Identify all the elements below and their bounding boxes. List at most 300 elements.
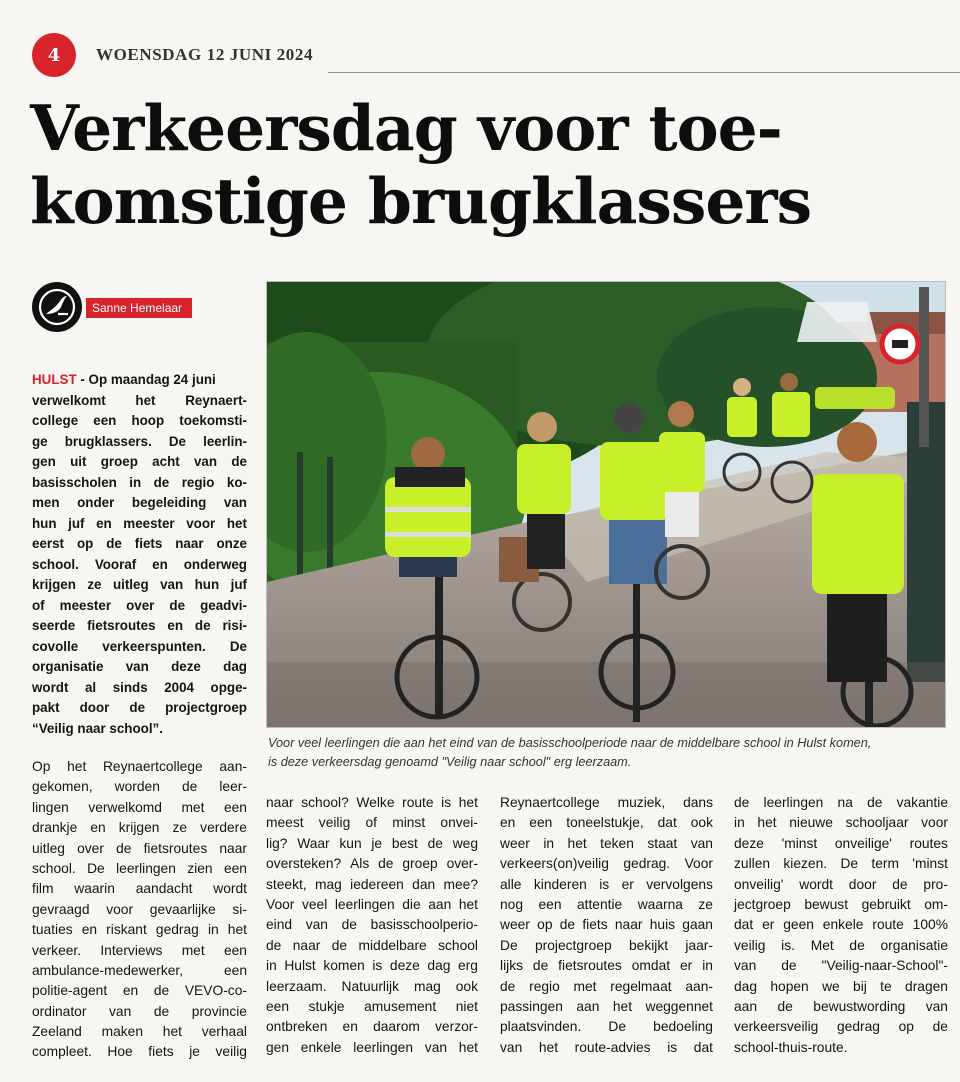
word: meester (123, 515, 175, 531)
word: amusement (364, 998, 437, 1014)
word: met (573, 978, 597, 994)
word: de (129, 700, 146, 715)
word: de (892, 876, 908, 892)
word: leerlingen (353, 1039, 414, 1055)
word: je (189, 1044, 200, 1060)
text-line (734, 997, 948, 1017)
word: de (427, 835, 443, 851)
word: nieuwe (789, 815, 833, 831)
word: we (822, 978, 840, 994)
word: ge (32, 433, 48, 449)
word: middelbare (358, 937, 427, 953)
word: gevaarlijke (149, 901, 216, 917)
word: de (231, 454, 247, 469)
text-line (32, 941, 247, 961)
word: de (341, 917, 357, 933)
word: veilig (734, 937, 766, 953)
text-line (266, 854, 478, 874)
text-line (32, 575, 247, 596)
word: onvei- (440, 815, 478, 831)
text-line: school-thuis-route. (734, 1039, 848, 1055)
article-intro (32, 370, 247, 739)
word: vakantie (896, 795, 948, 810)
word: route (872, 917, 904, 933)
word: er (621, 876, 634, 892)
text-line (266, 895, 478, 915)
word: hopen (770, 978, 809, 994)
text-line (734, 813, 948, 833)
word: Waar (297, 835, 330, 851)
word: voor (106, 901, 134, 917)
dateline-place: HULST (32, 372, 77, 387)
article-headline (30, 92, 930, 238)
word: fiets (148, 1044, 174, 1060)
word: gedrag. (623, 856, 671, 872)
word: De (608, 1019, 627, 1035)
word: die (402, 896, 421, 912)
word: eind (266, 917, 293, 933)
word: ordinator (32, 1003, 87, 1019)
word: omdat (631, 958, 671, 974)
word: leerzaam. (266, 978, 327, 994)
word: van (500, 1039, 523, 1055)
word: ook (690, 815, 713, 831)
word: stukje (308, 998, 345, 1014)
word: en (122, 983, 139, 999)
word: term (871, 856, 900, 872)
word: minst (392, 815, 426, 831)
word: gen (32, 454, 56, 469)
word: het (227, 922, 247, 938)
word: hoop (131, 413, 165, 428)
headline-line-2: komstige brugklassers (30, 164, 812, 238)
text-line (32, 798, 247, 818)
word: in (129, 474, 142, 490)
intro-first-line (32, 370, 247, 391)
word: en (167, 618, 184, 633)
word: van (109, 1003, 132, 1019)
word: en (342, 1019, 358, 1035)
text-line (32, 818, 247, 838)
word: toneelstukje, (566, 815, 644, 831)
word: het (612, 998, 633, 1014)
word: om- (924, 896, 948, 912)
text-line (734, 936, 948, 956)
word: is (599, 876, 610, 892)
word: naar (175, 536, 204, 551)
word: een (223, 860, 247, 876)
word: risi- (222, 618, 247, 633)
text-line (32, 534, 247, 555)
word: dat (734, 917, 754, 933)
word: ambulance-medewerker, (32, 962, 184, 978)
text-line (32, 596, 247, 617)
word: gevraagd (32, 901, 90, 917)
word: leerlingen (334, 896, 395, 912)
word: riskant (106, 922, 147, 938)
word: school. (32, 556, 79, 572)
word: bedoeling (653, 1019, 713, 1035)
word: pro- (923, 876, 948, 892)
text-line (500, 813, 713, 833)
word: is (667, 1039, 678, 1055)
word: film (32, 881, 54, 897)
word: de (849, 937, 865, 953)
word: worden (114, 779, 160, 795)
word: Voor (266, 896, 295, 912)
text-line (32, 391, 247, 412)
word: men (32, 495, 60, 510)
word: enkele (822, 917, 864, 933)
word: zullen (734, 856, 771, 872)
text-line (500, 997, 713, 1017)
word: basisscholen (32, 474, 117, 490)
word: in (702, 958, 713, 974)
word: het (757, 815, 777, 831)
text-line (32, 839, 247, 859)
word: onveilige' (834, 835, 892, 851)
word: bewust (804, 896, 849, 912)
word: is (372, 958, 383, 974)
word: plaatsvinden. (500, 1019, 582, 1035)
word: passingen (500, 998, 563, 1014)
word: waarna (637, 896, 683, 912)
word: geen (783, 917, 814, 933)
word: naar (614, 917, 643, 933)
word: leerlingen (763, 795, 824, 810)
word: best (391, 835, 418, 851)
author-name: Sanne Hemelaar (86, 298, 192, 318)
text-line (500, 895, 713, 915)
word: van (223, 495, 247, 510)
word: mee? (443, 876, 478, 892)
word: de (378, 856, 394, 872)
word: veilig (215, 1044, 247, 1060)
text-line (32, 452, 247, 473)
word: basisschoolperio- (370, 917, 478, 933)
word: voor (921, 815, 948, 831)
text-line (500, 854, 713, 874)
word: weer (500, 917, 530, 933)
text-line (266, 1038, 478, 1058)
word: verkeersveilig (734, 1019, 819, 1035)
text-line (500, 956, 713, 976)
text-line (32, 1022, 247, 1042)
article-photo (266, 281, 946, 728)
word: De (840, 856, 859, 872)
word: drankje (32, 820, 78, 836)
text-line (500, 793, 713, 813)
word: in (734, 815, 745, 831)
word: naar (219, 840, 247, 856)
word: brugklassers. (64, 433, 152, 449)
text-line (32, 657, 247, 678)
text-line (734, 915, 948, 935)
word: op (898, 1019, 914, 1035)
word: over (126, 597, 155, 613)
text-line (266, 875, 478, 895)
word: regelmaat (610, 978, 672, 994)
text-line (32, 879, 247, 899)
word: Voor (684, 856, 713, 872)
word: Hoe (107, 1044, 133, 1060)
word: Interviews (100, 942, 163, 958)
word: dragen (905, 978, 948, 994)
article-column-2 (266, 793, 478, 1058)
word: aan- (219, 759, 247, 774)
text-line (266, 1017, 478, 1037)
word: si- (232, 901, 247, 917)
text-line (500, 1017, 713, 1037)
word: Als (350, 856, 370, 872)
word: de (932, 1019, 948, 1035)
word: is. (781, 937, 795, 953)
word: aan (576, 998, 600, 1014)
word: verwelkomd (88, 799, 162, 815)
article-column-4 (734, 793, 948, 1058)
word: komen (323, 958, 365, 974)
word: van (160, 577, 184, 592)
word: nog (500, 896, 524, 912)
word: of (365, 815, 377, 831)
word: een (223, 962, 247, 978)
word: oversteken? (266, 856, 342, 872)
caption-line: is deze verkeersdag genoamd "Veilig naar school" erg leerzaam. (268, 755, 632, 769)
word: projectgroep (534, 937, 612, 953)
word: van (193, 454, 218, 469)
text-line (32, 961, 247, 981)
word: waarin (74, 881, 115, 897)
caption-line: Voor veel leerlingen die aan het eind van de basisschoolperiode naar de middelbare school in Hulst komen, (268, 736, 872, 750)
text-line (266, 997, 478, 1017)
issue-date: WOENSDAG 12 JUNI 2024 (96, 45, 314, 64)
word: weer (500, 835, 530, 851)
word: regio (181, 474, 215, 490)
word: aan- (685, 978, 713, 994)
word: en (96, 515, 112, 531)
headline-line-1: Verkeersdag voor toe- (30, 91, 782, 165)
word: teken (600, 835, 634, 851)
word: routes (909, 835, 948, 851)
word: het (567, 835, 587, 851)
word: steekt, (266, 876, 307, 892)
text-line (500, 936, 713, 956)
word: de (266, 937, 282, 953)
word: route (402, 795, 434, 810)
word: wordt (32, 679, 69, 695)
word: verwelkomt (32, 392, 106, 408)
word: in (266, 958, 277, 974)
word: bewustwording (813, 998, 906, 1014)
text-line: “Veilig naar school”. (32, 720, 163, 736)
word: en (81, 922, 98, 938)
word: of (32, 597, 45, 613)
word: kiezen. (783, 856, 828, 872)
word: De (229, 638, 247, 654)
word: attentie (576, 896, 623, 912)
word: verkeerspunten. (102, 638, 206, 654)
text-line (32, 555, 247, 576)
text-line (266, 977, 478, 997)
word: Met (810, 937, 834, 953)
word: wordt (799, 876, 833, 892)
word: college (32, 413, 79, 428)
text-line (734, 834, 948, 854)
word: geadvi- (200, 597, 247, 613)
article-column-3 (500, 793, 713, 1058)
text-line (266, 834, 478, 854)
word: mag (413, 978, 441, 994)
word: jectgroep (734, 896, 791, 912)
text-line (266, 813, 478, 833)
text-line (32, 432, 247, 453)
word: schooljaar (845, 815, 909, 831)
word: Natuurlijk (341, 978, 400, 994)
word: er (762, 917, 775, 933)
word: van (424, 1039, 448, 1055)
word: Hulst (284, 958, 316, 974)
word: gedrag (837, 1019, 880, 1035)
word: gen (266, 1039, 290, 1055)
word: juf (230, 577, 247, 592)
word: het (135, 392, 156, 408)
word: en (152, 556, 168, 572)
header-divider (328, 72, 960, 73)
word: een (223, 942, 247, 958)
word: seerde (32, 618, 76, 633)
text-line (32, 473, 247, 494)
word: 2004 (164, 679, 194, 695)
word: leer- (219, 779, 247, 795)
word: krijgen (118, 820, 160, 836)
intro-lead: - Op maandag 24 juni (76, 372, 216, 387)
text-line (32, 514, 247, 535)
word: verkeers(on)veilig (500, 856, 609, 872)
word: "Veilig-naar-School"- (821, 958, 948, 974)
word: ko- (226, 474, 247, 490)
text-line (32, 1002, 247, 1022)
word: iedereen (350, 876, 404, 892)
word: huis (649, 917, 676, 933)
word: projectgroep (165, 700, 247, 715)
word: gedrag (155, 922, 199, 938)
word: van (125, 659, 149, 674)
word: dan (412, 876, 436, 892)
word: kinderen (533, 876, 587, 892)
text-line (734, 956, 948, 976)
word: de (777, 998, 793, 1014)
word: verdere (200, 820, 247, 836)
word: van (925, 998, 948, 1014)
word: weg (452, 835, 478, 851)
word: Reynaertcollege (102, 759, 203, 774)
word: met (181, 799, 205, 815)
word: fietsroutes (87, 618, 156, 633)
text-line (500, 915, 713, 935)
word: organisatie (880, 937, 948, 953)
word: het (226, 515, 247, 531)
word: staat (647, 835, 678, 851)
word: dag (427, 958, 451, 974)
word: de (532, 958, 549, 974)
word: krijgen (32, 577, 76, 592)
word: alle (500, 876, 522, 892)
word: uitleg (32, 840, 65, 856)
text-line (500, 1038, 713, 1058)
word: De (168, 433, 187, 449)
word: De (500, 937, 518, 953)
word: meester (59, 597, 112, 613)
word: veilig (318, 815, 351, 831)
word: een (529, 815, 553, 831)
word: deze (389, 958, 420, 974)
word: het (458, 1039, 478, 1055)
text-line (500, 875, 713, 895)
word: op (76, 536, 94, 551)
word: compleet. (32, 1044, 92, 1060)
word: ze (698, 896, 713, 912)
word: school. (32, 860, 76, 876)
word: covolle (32, 638, 79, 654)
word: deze (734, 835, 764, 851)
word: juf (68, 515, 85, 531)
text-line (32, 757, 247, 777)
word: is (441, 795, 452, 810)
word: al (84, 679, 97, 695)
word: onveilig' (734, 876, 784, 892)
word: van (734, 958, 757, 974)
word: de (734, 795, 750, 810)
text-line (734, 977, 948, 997)
word: aandacht (135, 881, 193, 897)
text-line (734, 793, 948, 813)
word: maken (101, 1024, 144, 1040)
word: verhaal (201, 1024, 247, 1040)
text-line (32, 859, 247, 879)
word: de (867, 795, 883, 810)
word: Zeeland (32, 1024, 82, 1040)
word: dag (223, 659, 247, 674)
word: van (305, 917, 328, 933)
word: school (438, 937, 478, 953)
word: het (538, 1039, 559, 1055)
word: deze (171, 659, 201, 674)
word: bij (853, 978, 867, 994)
word: door (79, 700, 110, 715)
word: de (106, 536, 122, 551)
word: toekomsti- (179, 413, 247, 428)
word: lingen (32, 799, 69, 815)
word: 100% (912, 917, 948, 933)
text-line (266, 793, 478, 813)
word: de (169, 597, 186, 613)
word: dat (693, 1039, 713, 1055)
word: aan (428, 896, 452, 912)
word: Reynaertcollege (500, 795, 600, 810)
text-line (500, 834, 713, 854)
word: gebruikt (861, 896, 911, 912)
word: wordt (213, 881, 247, 897)
article-column-1 (32, 757, 247, 1063)
word: onze (216, 536, 247, 551)
text-line (500, 977, 713, 997)
text-line (32, 637, 247, 658)
photo-caption (268, 734, 948, 772)
word: voor (186, 515, 216, 531)
word: leerlingen (116, 860, 176, 876)
word: in (543, 835, 555, 851)
word: onderweg (183, 556, 247, 572)
